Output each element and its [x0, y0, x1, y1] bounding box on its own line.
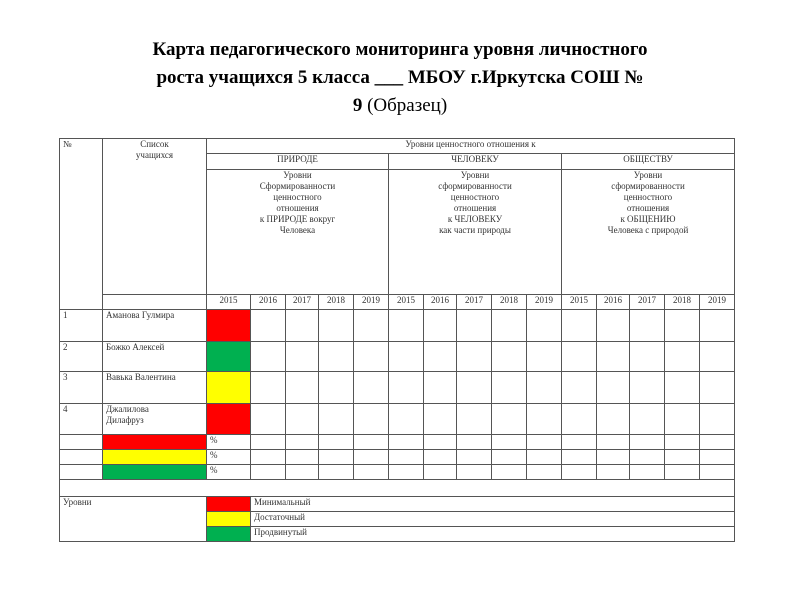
student-number: 2	[60, 342, 103, 372]
student-name-line-2: Дилафруз	[106, 415, 144, 425]
legend-row	[60, 497, 735, 512]
separator-row	[60, 480, 735, 497]
desc-line: сформированности	[438, 181, 512, 191]
student-list-header	[103, 139, 207, 295]
desc-line: к ЧЕЛОВЕКУ	[447, 214, 503, 224]
year-cell: 2015	[562, 295, 597, 310]
desc-line: Сформированности	[259, 181, 336, 191]
legend-label-advanced: Продвинутый	[251, 527, 735, 542]
desc-line: ценностного	[623, 192, 673, 202]
desc-line: Человека	[279, 225, 316, 235]
legend-label-minimal: Минимальный	[251, 497, 735, 512]
student-list-header-line-2: учащихся	[135, 150, 174, 160]
level-color-cell	[207, 342, 251, 372]
year-cell: 2017	[286, 295, 319, 310]
desc-line: отношения	[276, 203, 319, 213]
percent-row-sufficient	[60, 450, 735, 465]
student-name	[103, 404, 207, 435]
student-name: Божко Алексей	[103, 342, 207, 372]
title-line-3	[0, 92, 800, 120]
desc-line: ценностного	[450, 192, 500, 202]
number-header: №	[60, 139, 103, 310]
desc-line: отношения	[453, 203, 497, 213]
student-number: 3	[60, 372, 103, 404]
value-levels-header: Уровни ценностного отношения к	[207, 139, 735, 154]
year-cell: 2017	[630, 295, 665, 310]
student-name: Вавька Валентина	[103, 372, 207, 404]
legend-color-sufficient	[207, 512, 251, 527]
student-number: 4	[60, 404, 103, 435]
percent-color-cell	[103, 465, 207, 480]
year-cell: 2018	[665, 295, 700, 310]
year-cell: 2015	[389, 295, 424, 310]
monitoring-table	[59, 138, 735, 542]
legend-title: Уровни	[60, 497, 207, 542]
group-header-person: ЧЕЛОВЕКУ	[389, 154, 562, 170]
year-cell: 2018	[492, 295, 527, 310]
empty-cell	[103, 295, 207, 310]
student-name-line-1: Джалилова	[106, 404, 149, 414]
title-line-2: роста учащихся 5 класса ___ МБОУ г.Иркутска СОШ №	[156, 67, 644, 88]
desc-line: ценностного	[273, 192, 322, 202]
student-name: Аманова Гулмира	[103, 310, 207, 342]
desc-line: отношения	[626, 203, 670, 213]
student-number: 1	[60, 310, 103, 342]
table-row	[60, 342, 735, 372]
percent-sign: %	[207, 450, 251, 465]
group-header-nature: ПРИРОДЕ	[207, 154, 389, 170]
year-cell: 2018	[319, 295, 354, 310]
year-cell: 2016	[597, 295, 630, 310]
group-desc-nature	[207, 170, 389, 295]
desc-line: к ПРИРОДЕ вокруг	[259, 214, 336, 224]
year-cell: 2017	[457, 295, 492, 310]
table-row	[60, 372, 735, 404]
group-header-society: ОБЩЕСТВУ	[562, 154, 735, 170]
year-cell: 2019	[354, 295, 389, 310]
student-list-header-line-1: Список	[140, 139, 169, 149]
percent-color-cell	[103, 435, 207, 450]
desc-line: как части природы	[439, 225, 511, 235]
year-cell: 2019	[527, 295, 562, 310]
desc-line: сформированности	[611, 181, 685, 191]
percent-sign: %	[207, 435, 251, 450]
title-school-number: 9	[352, 95, 363, 116]
page-title	[0, 36, 800, 120]
percent-color-cell	[103, 450, 207, 465]
desc-line: Уровни	[633, 170, 663, 180]
legend-color-advanced	[207, 527, 251, 542]
group-desc-society	[562, 170, 735, 295]
percent-row-minimal	[60, 435, 735, 450]
desc-line: к ОБЩЕНИЮ	[620, 214, 676, 224]
level-color-cell	[207, 404, 251, 435]
level-color-cell	[207, 310, 251, 342]
year-cell: 2016	[424, 295, 457, 310]
legend-color-minimal	[207, 497, 251, 512]
group-desc-person	[389, 170, 562, 295]
percent-row-advanced	[60, 465, 735, 480]
year-cell: 2019	[700, 295, 735, 310]
level-color-cell	[207, 372, 251, 404]
desc-line: Уровни	[283, 170, 312, 180]
year-cell: 2015	[207, 295, 251, 310]
year-cell: 2016	[251, 295, 286, 310]
table-row	[60, 310, 735, 342]
table-row	[60, 404, 735, 435]
title-line-1: Карта педагогического мониторинга уровня личностного	[152, 39, 648, 60]
desc-line: Человека с природой	[607, 225, 689, 235]
percent-sign: %	[207, 465, 251, 480]
legend-label-sufficient: Достаточный	[251, 512, 735, 527]
title-sample-label: (Образец)	[367, 95, 448, 116]
desc-line: Уровни	[460, 170, 490, 180]
